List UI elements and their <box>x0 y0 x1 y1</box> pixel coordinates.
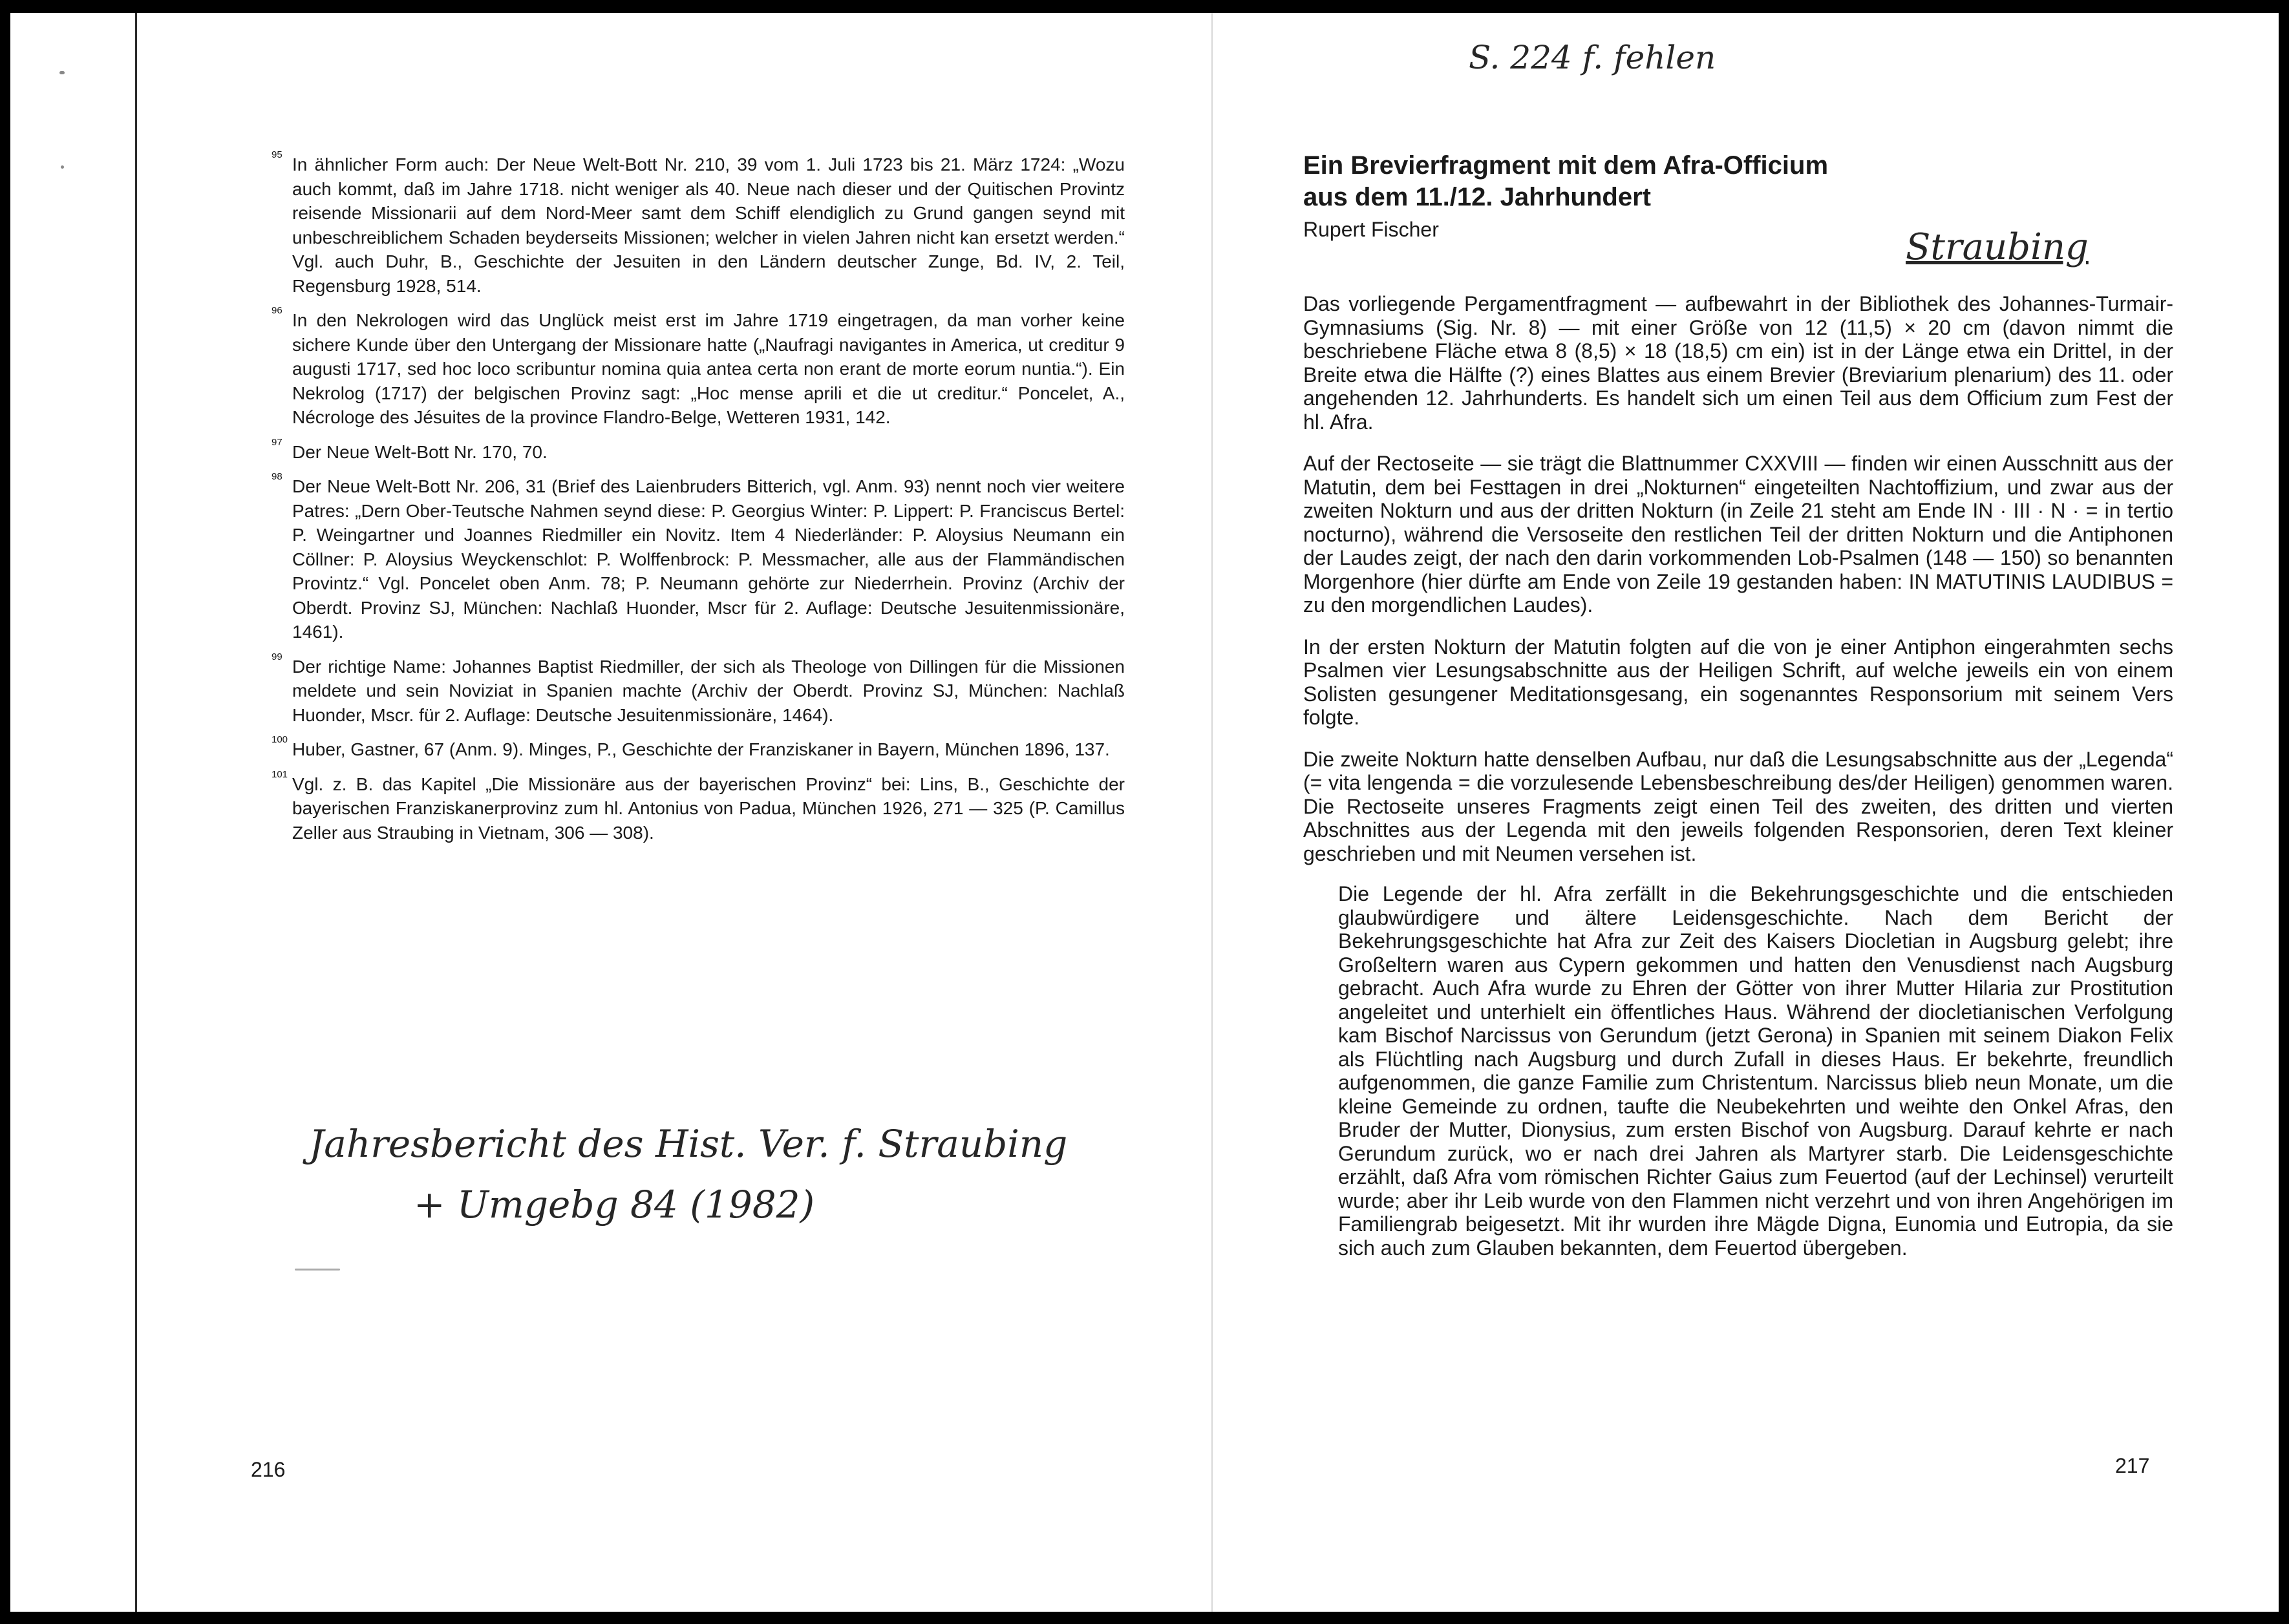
scan-border-top <box>0 0 2289 13</box>
scan-border-bottom <box>0 1612 2289 1624</box>
body-paragraph: Auf der Rectoseite — sie trägt die Blattnummer CXXVIII — finden wir einen Ausschnitt aus der Matutin, dem bei Festtagen in drei „Nokturnen“ eingeteilten Nachtoffizium, und zwar aus der zweiten Nokturn und aus der dritten Nokturn (in Zeile 21 steht am Ende IN · III · N · = in tertio nocturno), während die Versoseite den restlichen Teil der dritten Nokturn und die Antiphonen der Laudes zeigt, der nach den darin vorkommenden Lob-Psalmen (148 — 150) so benannten Morgenhore (hier dürfte am Ende von Zeile 19 gestanden haben: IN MATUTINIS LAUDIBUS = zu den morgendlichen Laudes). <box>1303 452 2173 617</box>
article <box>1303 150 2173 1260</box>
body-paragraph: Das vorliegende Pergamentfragment — aufbewahrt in der Bibliothek des Johannes-Turmair-Gymnasiums (Sig. Nr. 8) — mit einer Größe von 12 (11,5) × 20 cm (davon nimmt die beschriebene Fläche etwa 8 (8,5) × 18 (18,5) cm ein) ist in der Länge etwa ein Drittel, in der Breite etwa die Hälfte (?) eines Blattes aus einem Brevier (Breviarium plenarium) des 11. oder angehenden 12. Jahrhunderts. Es handelt sich um einen Teil aus dem Officium zum Fest der hl. Afra. <box>1303 292 2173 434</box>
footnote-text: Der richtige Name: Johannes Baptist Riedmiller, der sich als Theologe von Dillingen für die Missionen meldete und sein Noviziat in Spanien machte (Archiv der Oberdt. Provinz SJ, München: Nachlaß Huonder, Mscr. für 2. Auflage: Deutsche Jesuitenmissionäre, 1464). <box>292 656 1125 725</box>
footnote-text: Der Neue Welt-Bott Nr. 206, 31 (Brief des Laienbruders Bitterich, vgl. Anm. 93) nennt noch vier weitere Patres: „Dern Ober-Teutsche Nahmen seynd diese: P. Georgius Winter: P. Lippert: P. Franciscus Bertel: P. Weingartner und Joannes Riedmiller ein Novitz. Item 4 Niederländer: P. Aloysius Neumann ein Cöllner: P. Aloysius Weyckenschlot: P. Wolffenbrock: P. Messmacher, alle aus der Flammändischen Provintz.“ Vgl. Poncelet oben Anm. 78; P. Neumann gehörte zur Niederrhein. Provinz (Archiv der Oberdt. Provinz SJ, München: Nachlaß Huonder, Mscr für 2. Auflage: Deutsche Jesuitenmissionäre, 1461). <box>292 476 1125 642</box>
footnote-100 <box>271 734 1125 762</box>
footnote-96 <box>271 305 1125 430</box>
scan-speck <box>61 165 64 169</box>
page-number-right: 217 <box>2115 1454 2150 1477</box>
footnote-number: 100 <box>271 734 288 745</box>
scan-speck <box>59 71 65 74</box>
scan-border-right <box>2279 0 2289 1624</box>
body-paragraph: In der ersten Nokturn der Matutin folgten auf die von je einer Antiphon eingerahmten sechs Psalmen vier Lesungsabschnitte aus der Heiligen Schrift, auf welche jeweils ein von einem Solisten gesungener Meditationsgesang, ein sogenanntes Responsorium mit seinem Vers folgte. <box>1303 635 2173 729</box>
page-number-left: 216 <box>251 1458 286 1481</box>
footnote-text: In ähnlicher Form auch: Der Neue Welt-Bott Nr. 210, 39 vom 1. Juli 1723 bis 21. März 1724: „Wozu auch kommt, daß im Jahre 1718. nicht weniger als 40. Neue nach dieser und der Quitischen Provintz reisende Missionarii auf dem Nord-Meer samt dem Schiff elendiglich zu Grund gangen seynd mit unbeschreiblichem Schaden beyderseits Missionen; welcher in vielen Jahren nicht kan ersetzt werden.“ Vgl. auch Duhr, B., Geschichte der Jesuiten in den Ländern deutscher Zunge, Bd. IV, 2. Teil, Regensburg 1928, 514. <box>292 154 1125 296</box>
handwritten-place-note: Straubing <box>1906 226 2089 268</box>
footnote-99 <box>271 651 1125 728</box>
scan-border-left <box>0 0 10 1624</box>
footnotes <box>271 149 1125 855</box>
footnote-text: Huber, Gastner, 67 (Anm. 9). Minges, P., Geschichte der Franziskaner in Bayern, München 1896, 137. <box>292 739 1110 759</box>
handwritten-missing-pages-note: S. 224 f. fehlen <box>1469 39 1716 76</box>
article-author: Rupert Fischer <box>1303 218 1439 241</box>
footnote-number: 101 <box>271 768 288 780</box>
indented-legend-paragraph: Die Legende der hl. Afra zerfällt in die Bekehrungsgeschichte und die entschieden glaubwürdigere und ältere Leidensgeschichte. Nach dem Bericht der Bekehrungsgeschichte hat Afra zur Zeit des Kaisers Diocletian in Augsburg gelebt; ihre Großeltern waren aus Cypern gekommen und hatten den Venusdienst nach Augsburg gebracht. Auch Afra wurde zu Ehren der Götter von ihrer Mutter Hilaria zur Prostitution angeleitet und unterhielt ein öffentliches Haus. Während der diocletianischen Verfolgung kam Bischof Narcissus von Gerundum (jetzt Gerona) in Spanien mit seinem Diakon Felix als Flüchtling nach Augsburg und durch Zufall in dieses Haus. Er bekehrte, freundlich aufgenommen, die ganze Familie zum Christentum. Narcissus blieb neun Monate, um die kleine Gemeinde zu ordnen, taufte die Neubekehrten und weihte den Onkel Afras, den Bruder der Mutter, Dionysius, zum ersten Bischof von Augsburg. Darauf kehrte er nach Gerundum zurück, wo er nach drei Jahren als Martyrer starb. Die Leidensgeschichte erzählt, daß Afra vom römischen Richter Gaius zum Feuertod (auf der Lechinsel) verurteilt wurde; aber ihr Leib wurde von den Flammen nicht verzehrt und von ihren Angehörigen im Familiengrab beigesetzt. Mit ihr wurden ihre Mägde Digna, Eunomia und Eutropia, da sie sich auch zum Glauben bekannten, dem Feuertod übergeben. <box>1338 882 2173 1260</box>
footnote-101 <box>271 768 1125 845</box>
footnote-number: 97 <box>271 436 282 448</box>
binding-gutter-line <box>135 13 137 1612</box>
handwritten-source-note-line2: + Umgebg 84 (1982) <box>414 1183 815 1227</box>
footnote-text: Vgl. z. B. das Kapitel „Die Missionäre aus der bayerischen Provinz“ bei: Lins, B., Geschichte der bayerischen Franziskanerprovinz zum hl. Antonius von Padua, München 1926, 271 — 325 (P. Camillus Zeller aus Straubing in Vietnam, 306 — 308). <box>292 774 1125 843</box>
footnote-number: 99 <box>271 651 282 662</box>
footnote-text: In den Nekrologen wird das Unglück meist erst im Jahre 1719 eingetragen, da man vorher keine sichere Kunde über den Untergang der Missionare hatte („Naufragi navigantes in America, ut creditur 9 augusti 1717, sed hoc loco scribuntur nomina quia antea certa non erant de morte eorum nuntia.“). Ein Nekrolog (1717) der belgischen Provinz sagt: „Hoc mense aprili et die ut creditur.“ Poncelet, A., Nécrologe des Jésuites de la province Flandro-Belge, Wetteren 1931, 142. <box>292 310 1125 427</box>
footnote-98 <box>271 471 1125 644</box>
footnote-number: 95 <box>271 149 282 160</box>
footnote-number: 98 <box>271 471 282 482</box>
body-paragraph: Die zweite Nokturn hatte denselben Aufbau, nur daß die Lesungsabschnitte aus der „Legenda“ (= vita lengenda = die vorzulesende Lebensbeschreibung des/der Heiligen) genommen waren. Die Rectoseite unseres Fragments zeigt einen Teil des zweiten, des dritten und vierten Abschnittes aus der Legenda mit den jeweils folgenden Responsorien, deren Text kleiner geschrieben und mit Neumen versehen ist. <box>1303 747 2173 865</box>
footnote-95 <box>271 149 1125 298</box>
handwritten-source-note-line1: Jahresbericht des Hist. Ver. f. Straubing <box>309 1122 1068 1166</box>
article-title-line2: aus dem 11./12. Jahrhundert <box>1303 183 1651 211</box>
article-title-line1: Ein Brevierfragment mit dem Afra-Officium <box>1303 151 1829 180</box>
footnote-text: Der Neue Welt-Bott Nr. 170, 70. <box>292 441 548 462</box>
footnote-97 <box>271 436 1125 465</box>
footnote-number: 96 <box>271 305 282 316</box>
scan-speck <box>295 1269 340 1271</box>
page-fold <box>1211 13 1213 1612</box>
